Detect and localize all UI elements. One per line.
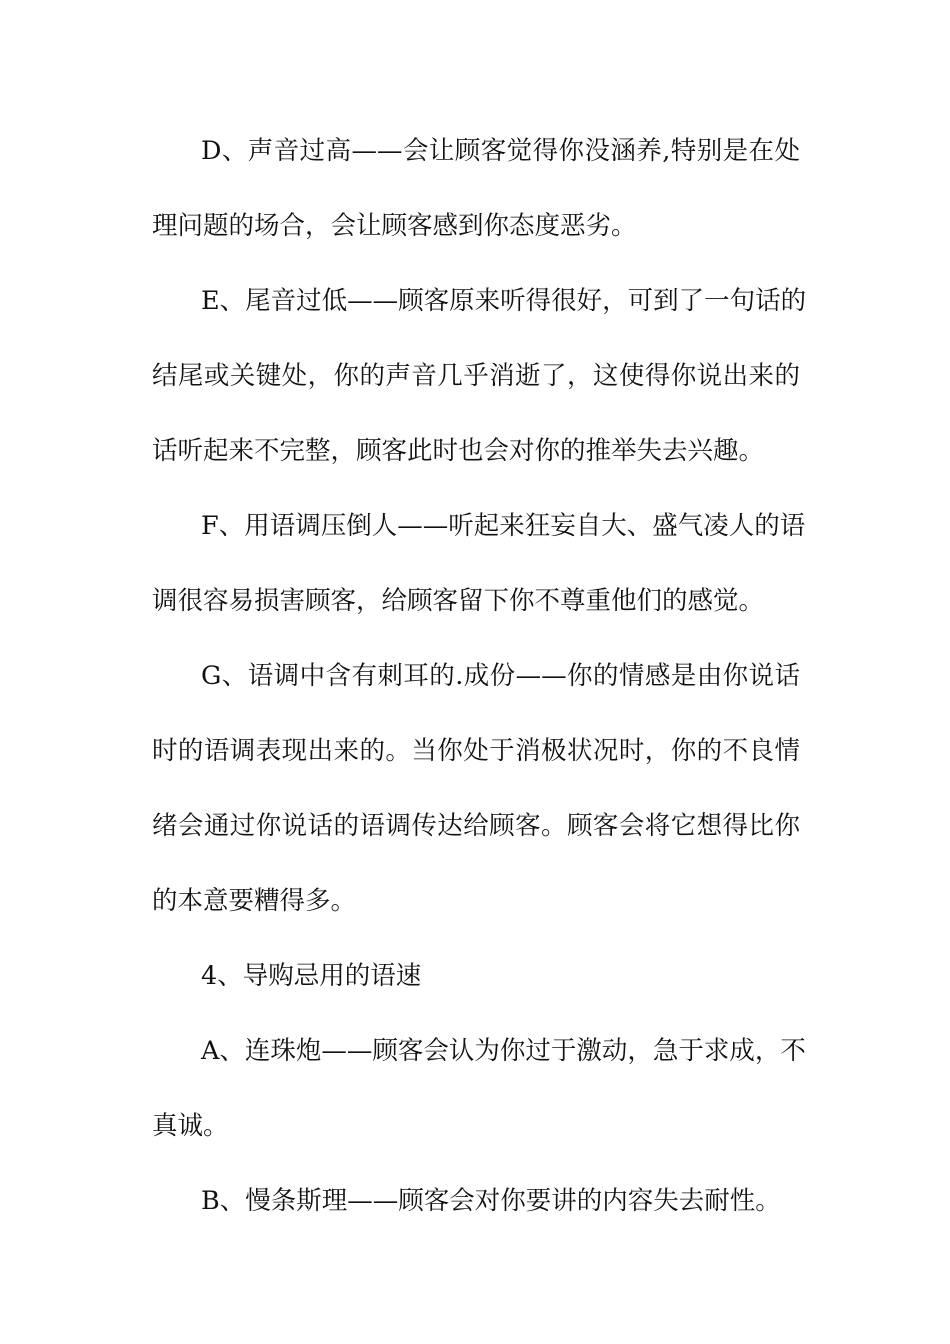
paragraph-e-line-3: 话听起来不完整，顾客此时也会对你的推举失去兴趣。 [152,436,765,466]
section-heading-speech-rate: 4、导购忌用的语速 [201,961,422,991]
paragraph-a-line-2: 真诚。 [152,1111,229,1141]
paragraph-g-line-4: 的本意要糟得多。 [152,886,357,916]
paragraph-e-line-2: 结尾或关键处，你的声音几乎消逝了，这使得你说出来的 [152,361,800,391]
paragraph-b-line-1: B、慢条斯理——顾客会对你要讲的内容失去耐性。 [201,1186,781,1216]
paragraph-e-line-1: E、尾音过低——顾客原来听得很好，可到了一句话的 [201,286,807,316]
paragraph-f-line-1: F、用语调压倒人——听起来狂妄自大、盛气凌人的语 [201,511,806,541]
paragraph-d-line-2: 理问题的场合，会让顾客感到你态度恶劣。 [152,211,637,241]
paragraph-d-line-1: D、声音过高——会让顾客觉得你没涵养,特别是在处 [201,136,800,166]
paragraph-f-line-2: 调很容易损害顾客，给顾客留下你不尊重他们的感觉。 [152,586,765,616]
paragraph-a-line-1: A、连珠炮——顾客会认为你过于激动，急于求成，不 [201,1036,806,1066]
paragraph-g-line-2: 时的语调表现出来的。当你处于消极状况时，你的不良情 [152,736,800,766]
paragraph-g-line-3: 绪会通过你说话的语调传达给顾客。顾客会将它想得比你 [152,811,800,841]
paragraph-g-line-1: G、语调中含有刺耳的.成份——你的情感是由你说话 [201,661,800,691]
